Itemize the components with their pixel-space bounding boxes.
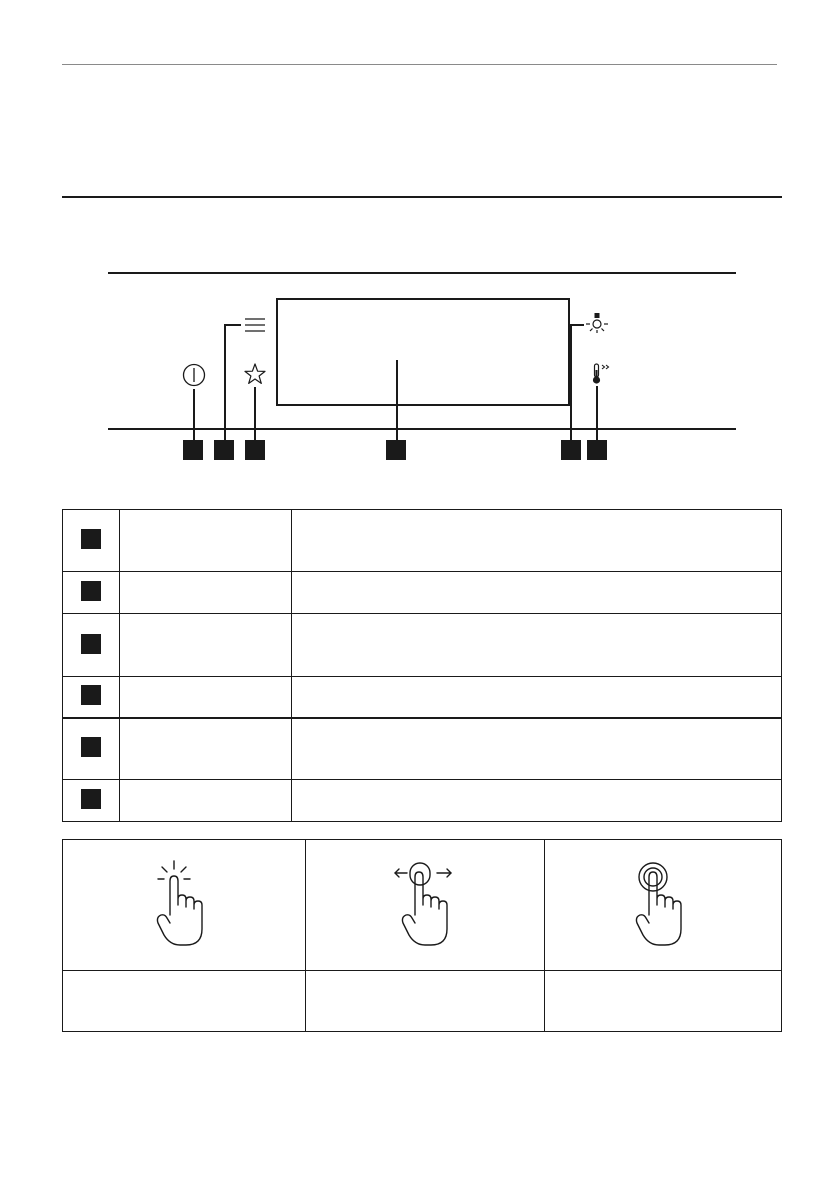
lamp-icon [585,312,609,334]
swipe-gesture-icon [393,859,457,949]
table-row [63,780,782,822]
row-number-badge [81,737,101,757]
power-icon [181,362,207,388]
table-row [63,572,782,614]
function-table [62,509,782,822]
tap-caption [63,971,306,1032]
row-number-badge [81,581,101,601]
menu-leader-h [224,324,241,326]
function-description [292,677,782,718]
callout-menu [214,440,234,460]
table-row [63,510,782,572]
star-icon [243,362,267,386]
panel-top-edge [108,272,736,274]
row-number-badge [81,634,101,654]
function-description [292,510,782,572]
gesture-caption-row [63,971,782,1032]
row-number-badge [81,529,101,549]
star-leader [254,387,256,440]
press-hold-caption [545,971,782,1032]
function-description [292,572,782,614]
panel-bottom-edge [108,428,736,430]
display-leader [396,360,398,440]
row-number-badge [81,685,101,705]
function-description [292,780,782,822]
function-name [120,614,292,677]
press-hold-gesture-icon [633,859,693,949]
table-row [63,677,782,718]
menu-leader-v [224,324,226,440]
function-name [120,677,292,718]
function-description [292,718,782,780]
display-screen [276,298,570,406]
function-description [292,614,782,677]
power-leader [193,389,195,440]
thermometer-leader [596,386,598,440]
gesture-icon-row [63,840,782,971]
menu-icon [244,316,266,334]
callout-power [183,440,203,460]
gesture-table [62,839,782,1032]
row-number-badge [81,789,101,809]
function-name [120,572,292,614]
callout-favourites [245,440,265,460]
function-name [120,510,292,572]
table-row [63,614,782,677]
thermometer-fast-icon [590,362,614,386]
tap-gesture-icon [154,859,214,949]
callout-fast-heat-up [587,440,607,460]
swipe-caption [306,971,545,1032]
header-rule [62,64,777,65]
callout-display [386,440,406,460]
lamp-leader-v [570,324,572,440]
section-rule [62,196,782,198]
lamp-leader-h [570,324,584,326]
function-name [120,718,292,780]
callout-lamp [561,440,581,460]
function-name [120,780,292,822]
table-row [63,718,782,780]
